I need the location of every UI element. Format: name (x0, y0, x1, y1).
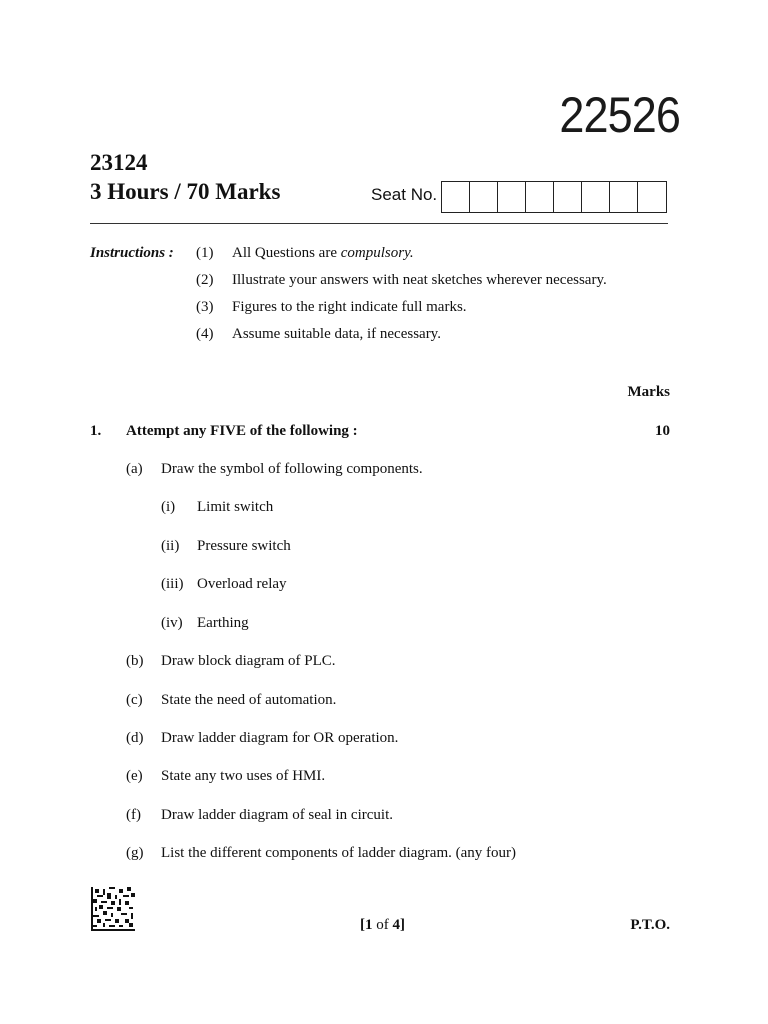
marks-column-header: Marks (627, 384, 670, 400)
instruction-text-main: All Questions are (232, 245, 341, 261)
exam-code: 23124 (90, 150, 148, 175)
part-text: Draw block diagram of PLC. (161, 653, 336, 669)
subpart-text: Pressure switch (197, 538, 291, 554)
part-text: Draw ladder diagram for OR operation. (161, 730, 399, 746)
seat-number-label: Seat No. (371, 185, 438, 204)
subpart-label: (iv) (161, 615, 183, 631)
part-label: (a) (126, 461, 143, 477)
instruction-text: Illustrate your answers with neat sketches wherever necessary. (232, 272, 607, 288)
subpart-text: Earthing (197, 615, 249, 631)
instruction-text (232, 245, 414, 262)
question-text: Attempt any FIVE of the following : (126, 423, 358, 439)
instruction-text: Assume suitable data, if necessary. (232, 326, 441, 342)
seat-number-box (610, 182, 638, 212)
seat-number-boxes (441, 181, 667, 213)
seat-number-box (442, 182, 470, 212)
part-text: Draw the symbol of following components. (161, 461, 423, 477)
instruction-number: (2) (196, 272, 214, 288)
subpart-label: (ii) (161, 538, 180, 554)
part-text: State any two uses of HMI. (161, 768, 326, 784)
subpart-label: (i) (161, 499, 176, 515)
seat-number-box (554, 182, 582, 212)
seat-number-box (582, 182, 610, 212)
part-text: List the different components of ladder diagram. (any four) (161, 845, 517, 861)
question-marks: 10 (655, 423, 670, 439)
header-divider (90, 223, 668, 224)
subpart-text: Overload relay (197, 576, 287, 592)
instruction-text-emphasis: compulsory. (340, 245, 414, 261)
subpart-label: (iii) (161, 576, 184, 592)
instruction-number: (4) (196, 326, 214, 342)
seat-number-box (498, 182, 526, 212)
instruction-number: (1) (196, 245, 214, 261)
paper-code: 22526 (559, 87, 680, 143)
subpart-text: Limit switch (197, 499, 274, 515)
part-label: (e) (126, 768, 143, 784)
please-turn-over: P.T.O. (630, 917, 670, 933)
part-text: Draw ladder diagram of seal in circuit. (161, 807, 393, 823)
page-number: [1 of 4] (360, 917, 405, 933)
instruction-number: (3) (196, 299, 214, 315)
qr-code-icon (91, 887, 135, 931)
instruction-text: Figures to the right indicate full marks. (232, 299, 467, 315)
part-label: (c) (126, 692, 143, 708)
part-label: (b) (126, 653, 144, 669)
part-label: (d) (126, 730, 144, 746)
seat-number-box (470, 182, 498, 212)
seat-number-box (526, 182, 554, 212)
seat-number-box (638, 182, 666, 212)
question-number: 1. (90, 423, 102, 439)
instructions-label: Instructions : (90, 245, 174, 261)
part-label: (f) (126, 807, 141, 823)
part-text: State the need of automation. (161, 692, 337, 708)
duration-marks: 3 Hours / 70 Marks (90, 179, 281, 204)
part-label: (g) (126, 845, 144, 861)
